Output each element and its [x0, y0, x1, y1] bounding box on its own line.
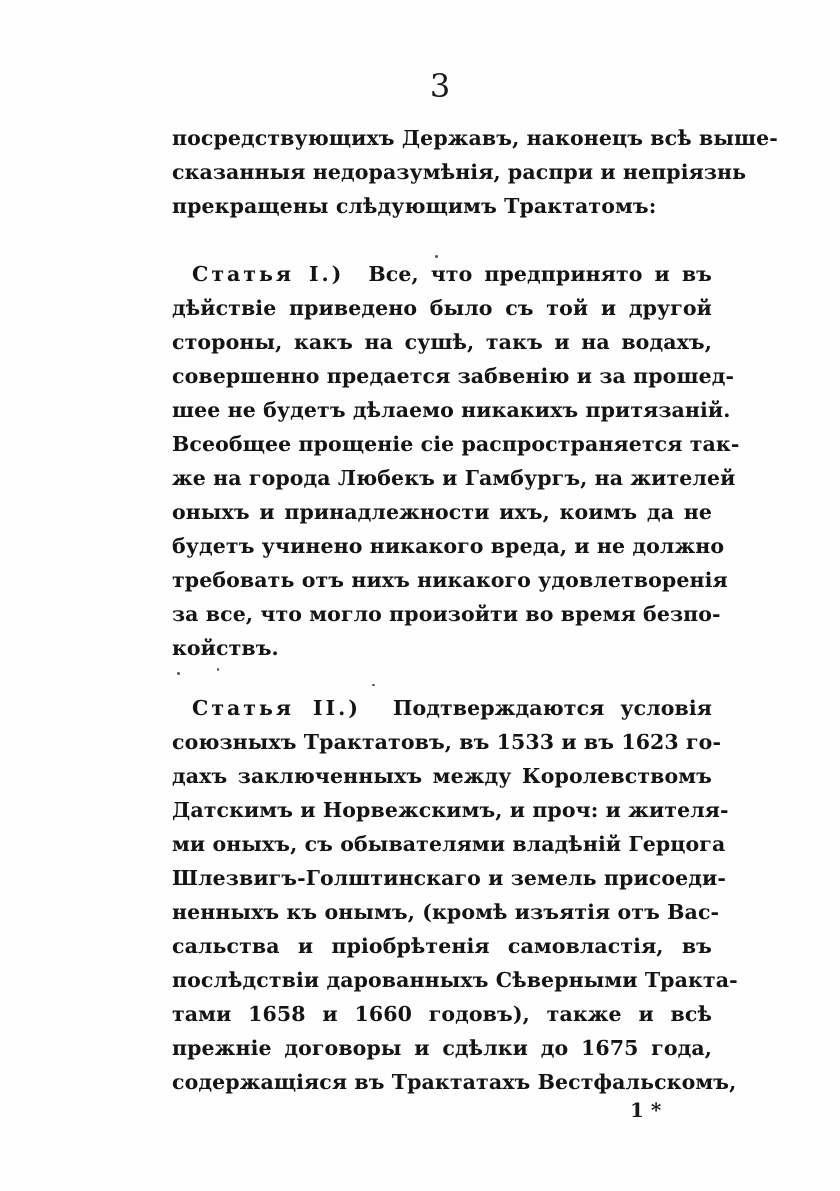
text-line: содержащіяся въ Трактатахъ Вестфальскомъ,: [172, 1070, 737, 1094]
text-line: требовать отъ нихъ никакого удовлетворенія: [172, 568, 728, 592]
article-1-first-line: [172, 257, 712, 291]
paragraph-intro: [172, 121, 778, 223]
page-number: 3: [429, 67, 451, 105]
scan-speck: [217, 668, 219, 671]
scan-speck: [435, 255, 438, 258]
text-line: за все, что могло произойти во время безпо-: [172, 602, 721, 626]
article-1: [172, 257, 740, 665]
scan-speck: [177, 672, 180, 675]
text-line: сказанныя недоразумѣнія, распри и непріязнь: [172, 160, 747, 184]
text-line: шее не будетъ дѣлаемо никакихъ притязаній.: [172, 398, 731, 422]
text-line: Датскимъ и Норвежскимъ, и проч: и жителя-: [172, 798, 729, 822]
article-2-first-line: [172, 691, 712, 725]
text-line: послѣдствіи дарованныхъ Сѣверными Тракта-: [172, 968, 738, 992]
text-line: прежніе договоры и сдѣлки до 1675 года,: [172, 1036, 712, 1060]
text-line: союзныхъ Трактатовъ, въ 1533 и въ 1623 го-: [172, 730, 722, 754]
scan-speck: [372, 684, 375, 686]
article-2: [172, 691, 738, 1099]
text-line: совершенно предается забвенію и за прошед-: [172, 364, 735, 388]
article-2-label: Статья II.): [192, 696, 361, 720]
text-line: дахъ заключенныхъ между Королевствомъ: [172, 764, 712, 788]
text-line: Шлезвигъ-Голштинскаго и земель присоеди-: [172, 866, 726, 890]
text-line: дѣйствіе приведено было съ той и другой: [172, 296, 712, 320]
text-line: Всеобщее прощеніе сіе распространяется так-: [172, 432, 740, 456]
text-line: оныхъ и принадлежности ихъ, коимъ да не: [172, 500, 712, 524]
text-line: прекращены слѣдующимъ Трактатомъ:: [172, 194, 657, 218]
text-line: Все, что предпринято и въ: [368, 262, 712, 286]
text-line: Подтверждаются условія: [392, 696, 713, 720]
text-line: стороны, какъ на сушѣ, такъ и на водахъ,: [172, 330, 712, 354]
text-line: будетъ учинено никакого вреда, и не должно: [172, 534, 725, 558]
text-line: тами 1658 и 1660 годовъ), также и всѣ: [172, 1002, 712, 1026]
text-line: ми оныхъ, съ обывателями владѣній Герцога: [172, 832, 726, 856]
text-line: сальства и пріобрѣтенія самовластія, въ: [172, 934, 712, 958]
text-line: же на города Любекъ и Гамбургъ, на жителей: [172, 466, 736, 490]
article-1-label: Статья I.): [192, 262, 345, 286]
text-line: ненныхъ къ онымъ, (кромѣ изъятія отъ Вас-: [172, 900, 720, 924]
text-line: койствъ.: [172, 636, 279, 660]
text-line: посредствующихъ Державъ, наконецъ всѣ выше-: [172, 126, 778, 150]
catchword: 1 *: [630, 1098, 662, 1122]
